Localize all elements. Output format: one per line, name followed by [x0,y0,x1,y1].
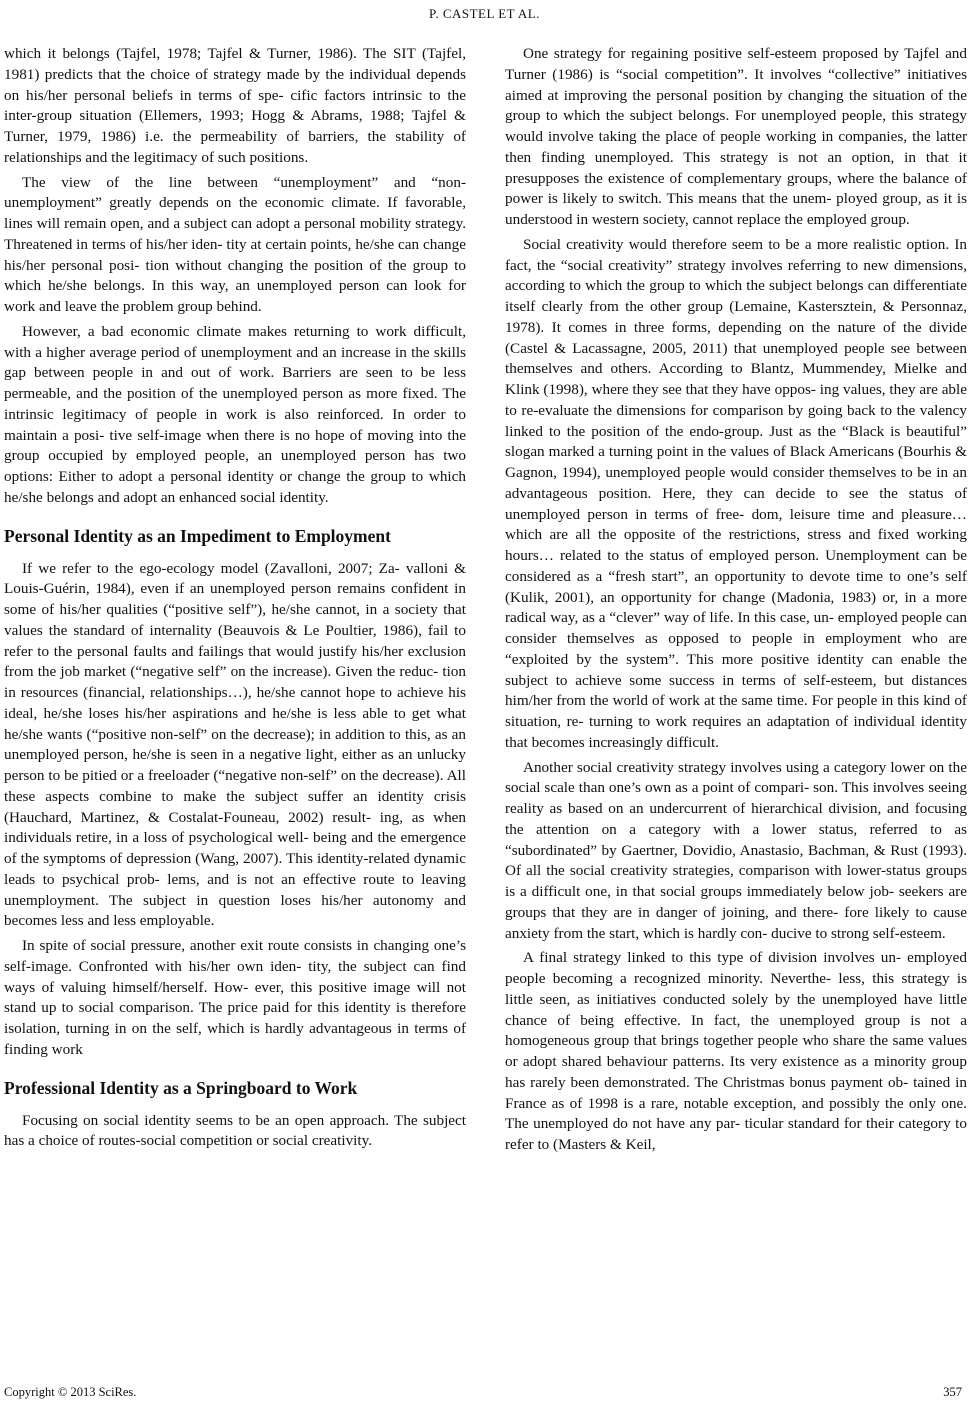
copyright-notice: Copyright © 2013 SciRes. [4,1385,137,1399]
section-heading: Personal Identity as an Impediment to Employment [4,525,391,546]
left-column [4,44,466,1156]
paragraph: A final strategy linked to this type of division involves un- employed people becoming a recognized minority. Neverthe- less, this strategy is little seen, as initiatives conducted solely by the unemployed have little chance of being effective. In fact, the unemployed group is not a homogeneous group that brings together people who share the same values or adopt shared behaviour patterns. Its very existence as a minority group has rarely been demonstrated. The Christmas bonus payment ob- tained in France as of 1998 is a rare, notable exception, and possibly the only one. The unemployed do not have any par- ticular standard for their category to refer to (Masters & Keil, [505,949,967,1153]
section-heading: Professional Identity as a Springboard to Work [4,1077,358,1098]
paragraph: The view of the line between “unemployment” and “non- unemployment” greatly depends on the economic climate. If favorable, lines will remain open, and a subject can adopt a personal mobility strategy. Threatened in terms of his/her iden- tity at certain points, he/she can change his/her personal posi- tion without changing the position of the group to which he/she belongs. In this way, an unemployed person can look for work and leave the problem group behind. [4,173,466,315]
paragraph: which it belongs (Tajfel, 1978; Tajfel & Turner, 1986). The SIT (Tajfel, 1981) predicts that the choice of strategy made by the individual depends on his/her personal beliefs in terms of spe- cific factors intrinsic to the inter-group situation (Ellemers, 1993; Hogg & Abrams, 1988; Tajfel & Turner, 1979, 1986) i.e. the permeability of barriers, the stability of relationships and the legitimacy of such positions. [4,45,466,166]
page-footer [4,1385,962,1400]
paragraph: Social creativity would therefore seem to be a more realistic option. In fact, the “social creativity” strategy involves referring to new dimensions, according to which the group to which the subject belongs can differentiate itself clearly from the other group (Lemaine, Kastersztein, & Personnaz, 1978). It comes in three forms, depending on the nature of the divide (Castel & Lacassagne, 2005, 2011) that unemployed people see between themselves and others. According to Blantz, Mummendey, Mielke and Klink (1998), where they see that they have oppos- ing values, they are able to re-evaluate the dimensions for comparison by going back to the valency linked to the position of the endo-group. Just as the “Black is beautiful” slogan marked a turning point in the values of Black Americans (Bourhis & Gagnon, 1994), unemployed people would consider themselves to be in an advantageous position. Here, they can decide to see the status of unemployed person in terms of free- dom, leisure time and pleasure… which are all the opposite of the restrictions, stress and fixed working hours… related to the status of employed person. Unemployment can be considered as a “fresh start”, an opportunity to devote time to one’s self (Kulik, 2001), an opportunity for change (Madonia, 1983) or, in a more radical way, as a “clever” way of life. In this case, un- employed people can consider themselves as opposed to people in employment who are “exploited by the system”. This more positive identity can enable the subject to achieve some success in terms of self-esteem, but distances him/her from the world of work at the same time. For people in this kind of situation, re- turning to work requires an adaptation of individual identity that becomes increasingly difficult. [505,235,967,751]
paragraph: In spite of social pressure, another exit route consists in changing one’s self-image. Confronted with his/her own iden- tity, the subject can find ways of valuing himself/herself. How- ever, this positive image will not stand up to social comparison. The price paid for this identity is therefore isolation, turning in on the self, which is hardly advantageous in terms of finding work [4,937,466,1058]
right-column [505,44,967,1160]
paragraph: One strategy for regaining positive self-esteem proposed by Tajfel and Turner (1986) is “social competition”. It involves “collective” initiatives aimed at improving the personal position by changing the situation of the group to which the subject belongs. For unemployed people, this strategy would involve taking the place of people working in companies, the latter then finding unemployed. This strategy is not an option, in that it presupposes the existence of complementary groups, where the balance of power is likely to switch. This means that the unem- ployed group, as it is understood in western society, cannot replace the employed group. [505,45,967,228]
paragraph: If we refer to the ego-ecology model (Zavalloni, 2007; Za- valloni & Louis-Guérin, 1984), even if an unemployed person remains confident in some of his/her qualities (“positive self”), he/she cannot, in a society that values the standard of internality (Beauvois & Le Poultier, 1986), fail to refer to the personal faults and failings that would justify his/her exclusion from the job market (“negative self” on the increase). Given the reduc- tion in resources (financial, relationships…), he/she cannot hope to achieve his ideal, he/she loses his/her aspirations and he/she is less able to get what he/she wants (“positive non-self” on the decrease); in addition to this, as an unemployed person, he/she is seen in a negative light, either as an unlucky person to be pitied or a freeloader (“negative non-self” on the decrease). All these aspects combine to make the subject suffer an identity crisis (Hauchard, Martinez, & Costalat-Founeau, 2002) result- ing, as when individuals retire, in a loss of psychological well- being and the emergence of the symptoms of depression (Wang, 2007). This identity-related dynamic leads to psychical prob- lems, and is not an effective route to leaving unemployment. The subject in question loses his/her autonomy and becomes less and less employable. [4,559,466,930]
page-number: 357 [943,1385,962,1399]
paragraph: However, a bad economic climate makes returning to work difficult, with a higher average period of unemployment and an increase in the skills gap between people in and out of work. Barriers are seen to be less permeable, and the position of the unemployed person as more fixed. The intrinsic legitimacy of people in work is also reinforced. In order to maintain a posi- tive self-image when there is no hope of moving into the group occupied by employed people, an unemployed person has two options: Either to adopt a personal identity or change the group to which he/she belongs and adopt an enhanced social identity. [4,322,466,506]
running-head: P. CASTEL ET AL. [429,6,540,21]
paragraph: Another social creativity strategy involves using a category lower on the social scale than one’s own as a point of compari- son. This involves seeing reality as based on an undercurrent of hierarchical division, and focusing the attention on a category with a lower status, referred to as “subordinated” by Gaertner, Dovidio, Anastasio, Bachman, & Rust (1993). Of all the social creativity strategies, comparison with lower-status groups is a difficult one, in that social groups immediately below job- seekers are groups that they are in danger of joining, and there- fore likely to cause anxiety from the start, which is hardly con- ducive to strong self-esteem. [505,758,967,942]
paragraph: Focusing on social identity seems to be an open approach. The subject has a choice of routes-social competition or social creativity. [4,1111,466,1150]
